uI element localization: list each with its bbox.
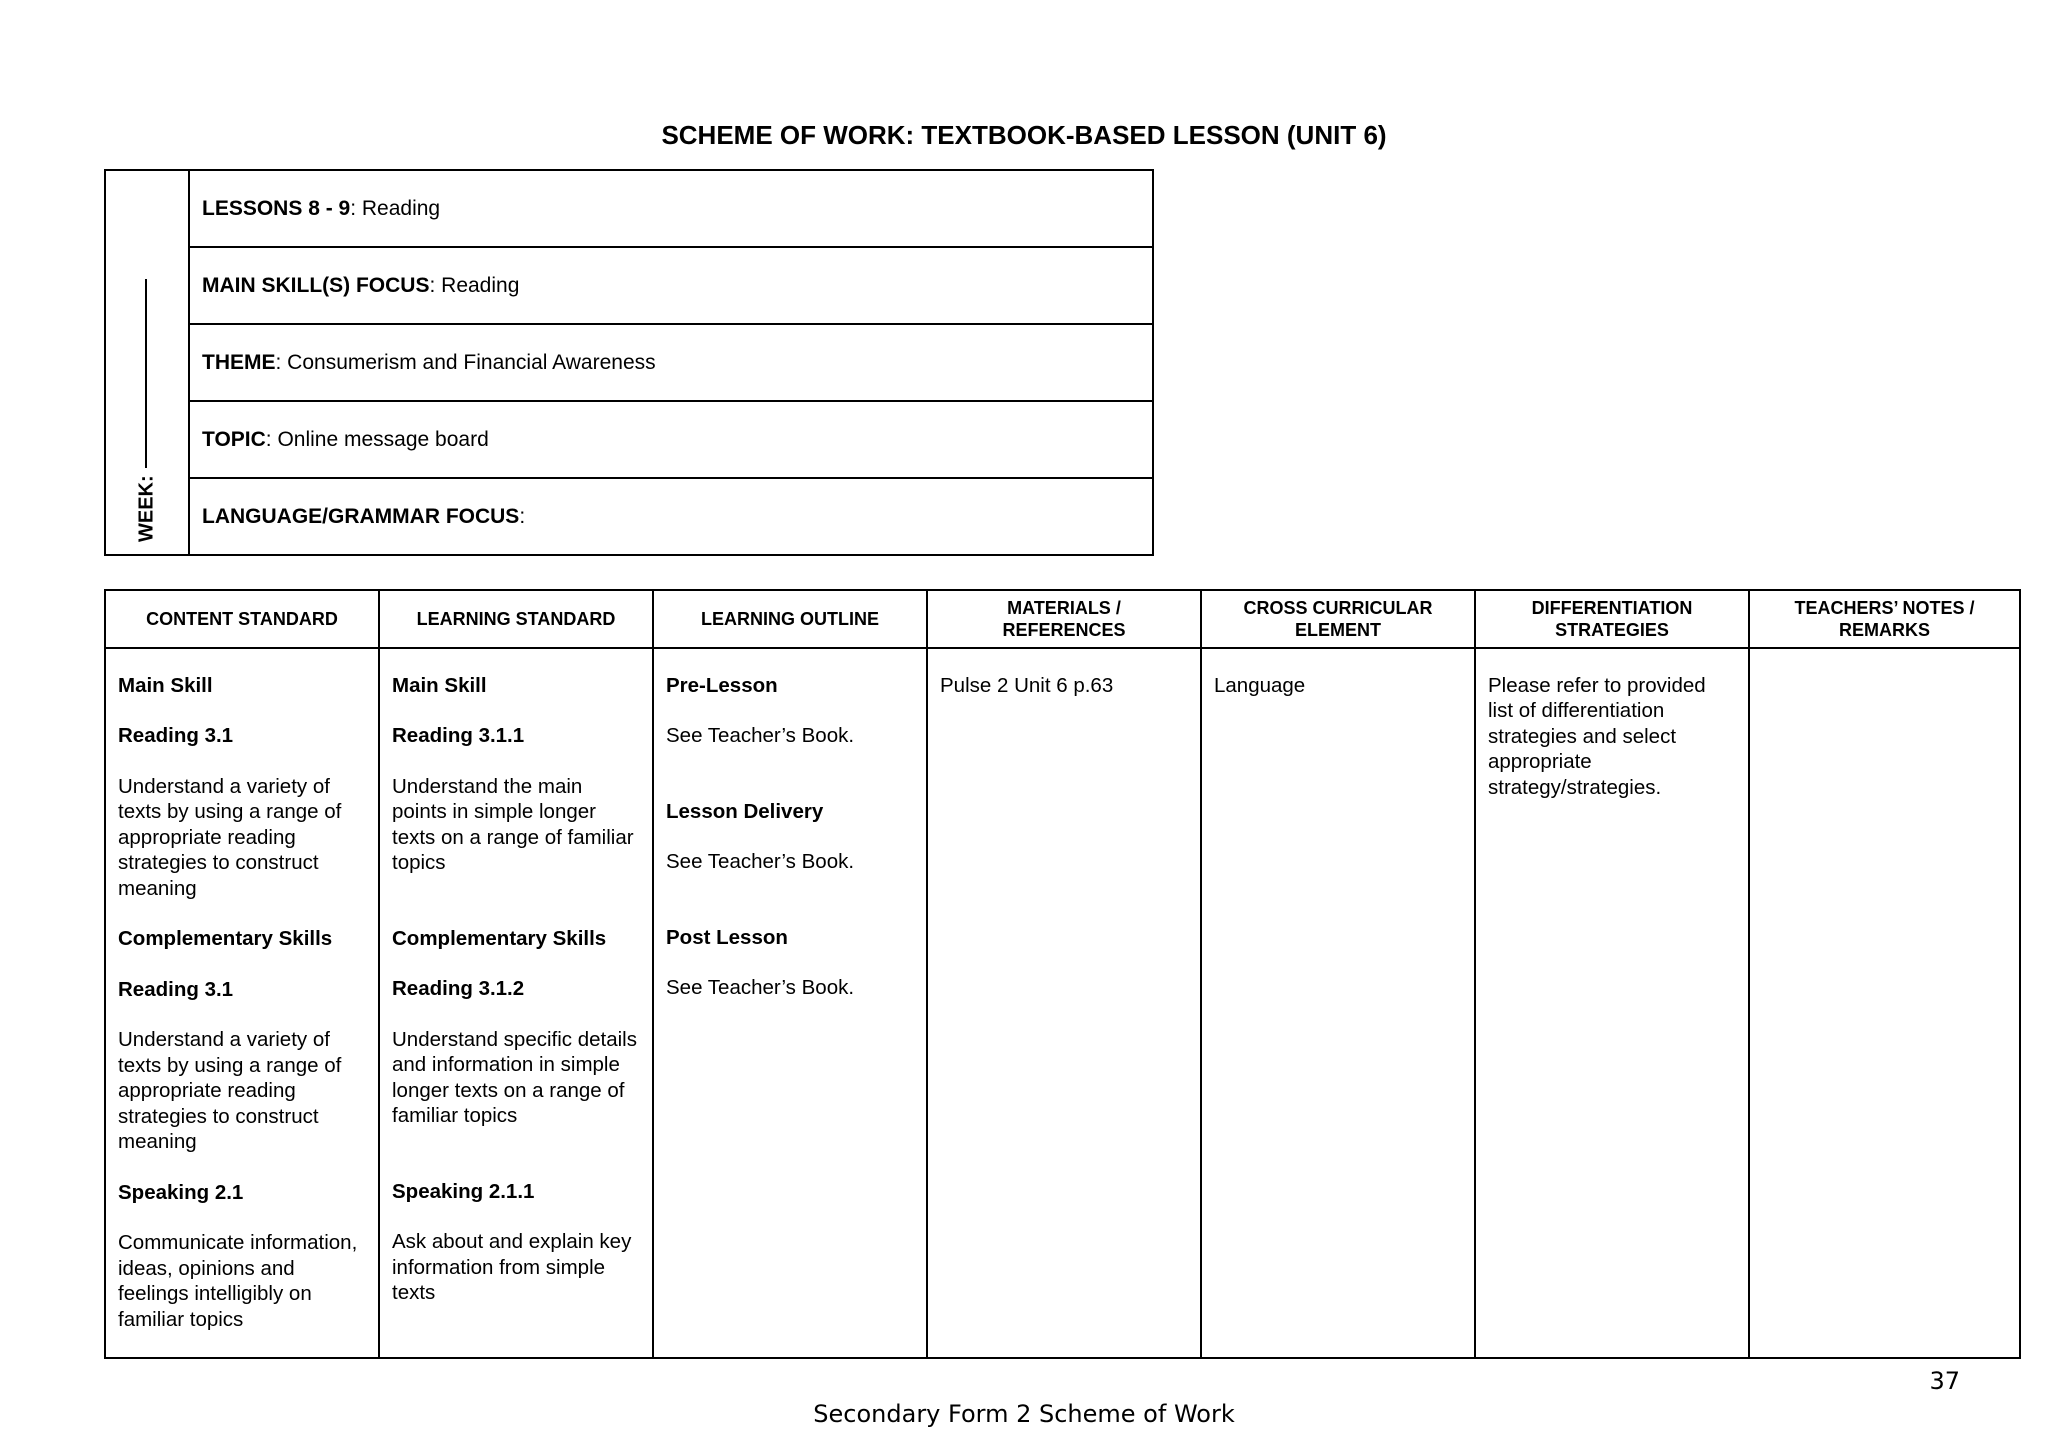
- page-number: 37: [1929, 1367, 1960, 1395]
- lessons-label: LESSONS 8 - 9: [202, 196, 351, 220]
- theme-row: [190, 325, 1152, 402]
- table-header-row: [106, 591, 2019, 649]
- lessons-row: [190, 171, 1152, 248]
- topic-label: TOPIC: [202, 427, 266, 451]
- lessons-value: : Reading: [350, 196, 441, 220]
- topic-value: : Online message board: [265, 427, 489, 451]
- week-label: WEEK:: [135, 475, 158, 542]
- learning-outline-cell: Pre-Lesson See Teacher’s Book. Lesson Delivery See Teacher’s Book. Post Lesson See Teacher’s Book.: [654, 649, 928, 1358]
- main-skill-label: MAIN SKILL(S) FOCUS: [202, 273, 430, 297]
- differentiation-cell: Please refer to provided list of differentiation strategies and select appropriate strategy/strategies.: [1476, 649, 1750, 1358]
- scheme-table: [104, 589, 2021, 1359]
- materials-cell: Pulse 2 Unit 6 p.63: [928, 649, 1202, 1358]
- main-skill-row: [190, 248, 1152, 325]
- header-teachers-notes: TEACHERS’ NOTES / REMARKS: [1794, 597, 1975, 640]
- header-learning-outline: LEARNING OUTLINE: [654, 591, 928, 647]
- page-title: SCHEME OF WORK: TEXTBOOK-BASED LESSON (UNIT 6): [661, 120, 1387, 150]
- topic-row: [190, 402, 1152, 479]
- language-row: [190, 479, 1152, 554]
- cross-curricular-cell: Language: [1202, 649, 1476, 1358]
- week-cell: [106, 171, 190, 554]
- week-blank-line: [145, 279, 147, 468]
- language-value: :: [519, 504, 526, 528]
- theme-label: THEME: [202, 350, 276, 374]
- header-materials: MATERIALS / REFERENCES: [928, 591, 1202, 647]
- header-differentiation: DIFFERENTIATION STRATEGIES: [1476, 591, 1750, 647]
- page-footer: Secondary Form 2 Scheme of Work: [813, 1400, 1235, 1428]
- header-content-standard: CONTENT STANDARD: [106, 591, 380, 647]
- table-body-row: [106, 649, 2019, 1358]
- main-skill-value: : Reading: [429, 273, 520, 297]
- header-cross-curricular: CROSS CURRICULAR ELEMENT: [1202, 591, 1476, 647]
- learning-standard-cell: Main Skill Reading 3.1.1 Understand the main points in simple longer texts on a range of familiar topics Complementary Skills Reading 3.1.2 Understand specific details and information in simple longer texts on a range of familiar topics Speaking 2.1.1 Ask about and explain key information from simple texts: [380, 649, 654, 1358]
- lesson-info-table: [104, 169, 1154, 556]
- teachers-notes-cell: [1750, 649, 2019, 1358]
- content-standard-cell: Main Skill Reading 3.1 Understand a variety of texts by using a range of appropriate reading strategies to construct meaning Complementary Skills Reading 3.1 Understand a variety of texts by using a range of appropriate reading strategies to construct meaning Speaking 2.1 Communicate information, ideas, opinions and feelings intelligibly on familiar topics: [106, 649, 380, 1358]
- header-learning-standard: LEARNING STANDARD: [380, 591, 654, 647]
- theme-value: : Consumerism and Financial Awareness: [275, 350, 656, 374]
- language-label: LANGUAGE/GRAMMAR FOCUS: [202, 504, 520, 528]
